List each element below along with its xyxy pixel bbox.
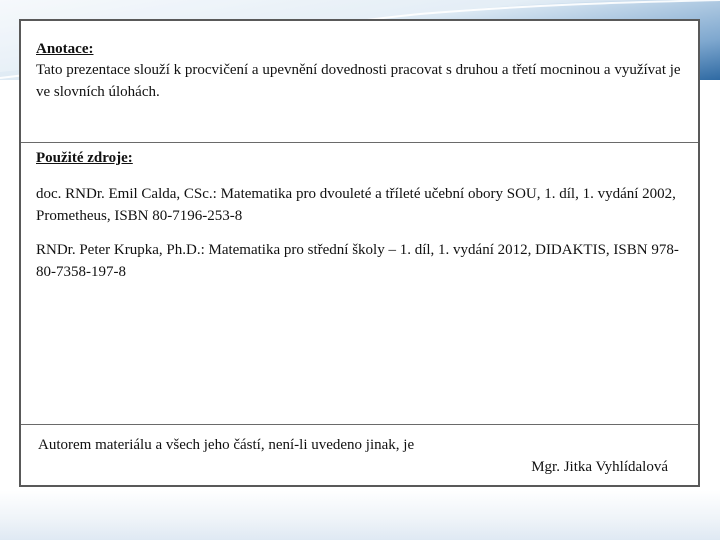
sources-heading: Použité zdroje: [36,150,133,166]
annotation-heading: Anotace: [36,41,94,57]
source-item: RNDr. Peter Krupka, Ph.D.: Matematika pro střední školy – 1. díl, 1. vydání 2012, DIDAKTIS, ISBN 978-80-7358-197-8 [36,242,679,280]
annotation-text: Tato prezentace slouží k procvičení a upevnění dovednosti pracovat s druhou a třetí mocninou a využívat je ve slovních úlohách. [36,62,681,100]
author-name: Mgr. Jitka Vyhlídalová [531,459,668,475]
source-item: doc. RNDr. Emil Calda, CSc.: Matematika pro dvouleté a tříleté učební obory SOU, 1. díl, 1. vydání 2002, Prometheus, ISBN 80-7196-253-8 [36,186,676,224]
footer-gradient-band [0,490,720,540]
author-statement: Autorem materiálu a všech jeho částí, není-li uvedeno jinak, je [38,437,415,453]
annotation-section [21,21,698,143]
sources-section [21,143,698,425]
content-frame [19,19,700,487]
author-section [21,425,698,487]
